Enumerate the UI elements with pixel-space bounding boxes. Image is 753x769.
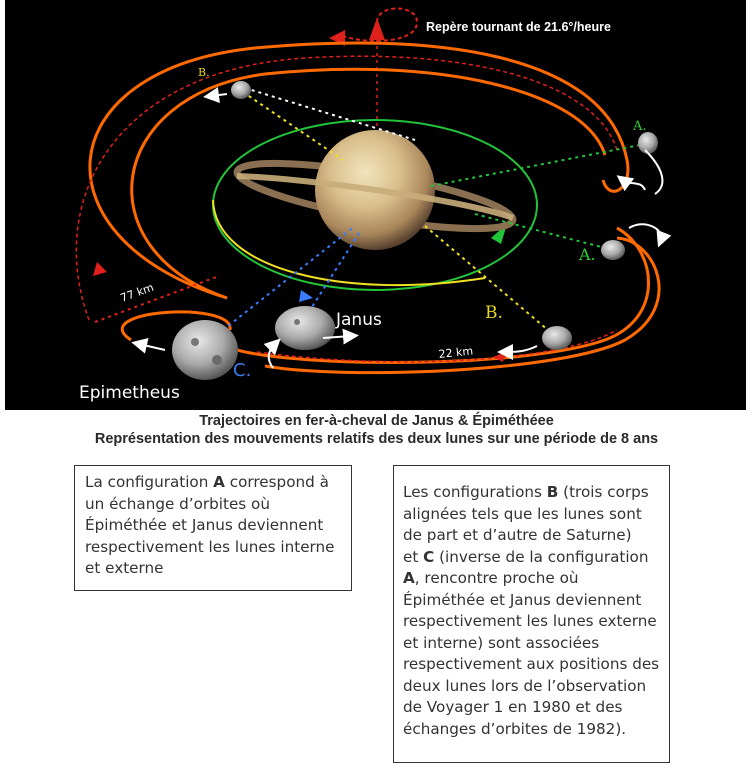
text-span: et [403, 547, 424, 566]
label-b-upper: B. [198, 66, 210, 79]
moon-small-icon [231, 81, 251, 99]
config-letter: A [403, 569, 415, 587]
config-letter: A [213, 473, 225, 491]
label-22-km: 22 km [437, 344, 474, 361]
text-span: correspond à un échange d’orbites où Épiméthée et Janus deviennent respectivement les lunes interne et externe [85, 473, 335, 577]
rotating-frame-label: Repère tournant de 21.6°/heure [426, 20, 611, 34]
moon-epimetheus-icon [172, 320, 238, 380]
config-letter: B [546, 483, 559, 501]
explanation-box-bc [393, 465, 670, 763]
label-epimetheus: Epimetheus [79, 383, 180, 403]
text-span: , rencontre proche où Épiméthée et Janus deviennent respectivement les lunes externe et interne) sont associées respectivement aux positions des deux lunes lors de l’observation de Voyager 1 en 1980 et des échanges d’orbites de 1982). [403, 569, 660, 738]
label-77-km: 77 km [118, 280, 156, 305]
direction-arrow-icon [645, 150, 662, 194]
saturn-planet-icon [233, 130, 516, 250]
text-span: (trois corps alignées tels que les lunes sont de part et d’autre de Saturne) [403, 483, 649, 544]
explanation-box-a [74, 465, 352, 591]
text-span: La configuration [85, 473, 214, 491]
moon-small-icon [601, 240, 625, 260]
label-janus: Janus [336, 310, 382, 330]
label-b-lower: B. [485, 303, 503, 323]
moon-janus-icon [275, 306, 335, 350]
label-a-upper: A. [633, 119, 647, 134]
horseshoe-orbit-figure [5, 0, 746, 410]
caption-title: Trajectoires en fer-à-cheval de Janus & Épiméthéee [199, 413, 554, 429]
text-span: Les configurations [403, 483, 547, 501]
config-letter: C [423, 547, 435, 566]
moon-small-icon [638, 132, 658, 154]
label-a-lower: A. [579, 245, 596, 264]
caption-subtitle: Représentation des mouvements relatifs des deux lunes sur une période de 8 ans [94, 431, 659, 447]
label-c: C. [233, 360, 252, 381]
text-span: (inverse de la configuration [434, 547, 649, 566]
moon-small-icon [542, 326, 572, 350]
